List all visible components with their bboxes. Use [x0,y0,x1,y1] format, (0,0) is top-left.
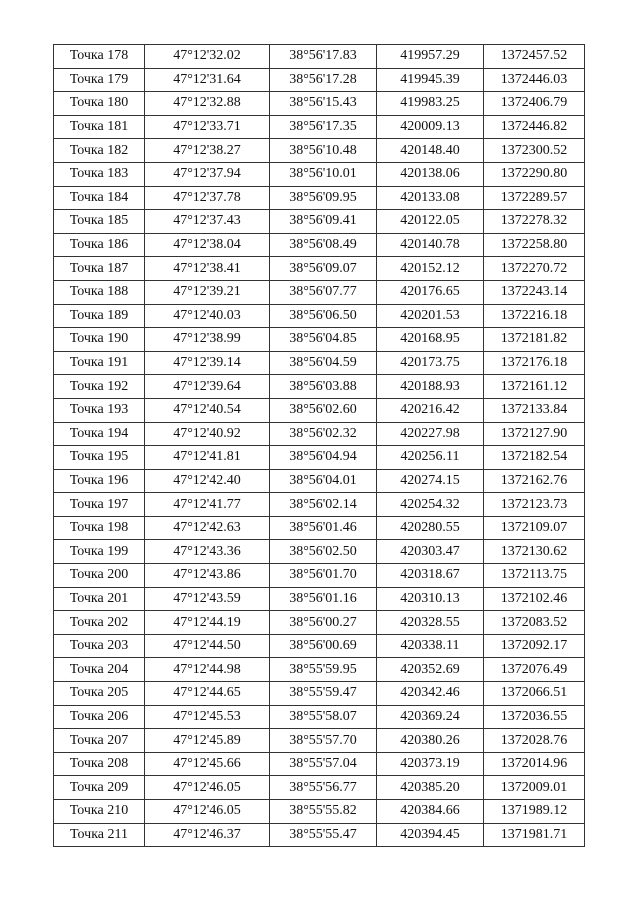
latitude-cell: 47°12'42.40 [145,469,270,493]
x-coordinate-cell: 420009.13 [377,115,484,139]
latitude-cell: 47°12'38.27 [145,139,270,163]
point-name-cell: Точка 205 [54,682,145,706]
x-coordinate-cell: 420303.47 [377,540,484,564]
longitude-cell: 38°56'15.43 [270,92,377,116]
y-coordinate-cell: 1372076.49 [484,658,585,682]
point-name-cell: Точка 198 [54,516,145,540]
point-name-cell: Точка 192 [54,375,145,399]
table-row [54,516,585,540]
y-coordinate-cell: 1372446.03 [484,68,585,92]
point-name-cell: Точка 188 [54,280,145,304]
y-coordinate-cell: 1372216.18 [484,304,585,328]
point-name-cell: Точка 195 [54,446,145,470]
longitude-cell: 38°56'01.46 [270,516,377,540]
longitude-cell: 38°55'55.47 [270,823,377,847]
point-name-cell: Точка 208 [54,752,145,776]
x-coordinate-cell: 420133.08 [377,186,484,210]
latitude-cell: 47°12'43.86 [145,564,270,588]
longitude-cell: 38°56'09.07 [270,257,377,281]
point-name-cell: Точка 186 [54,233,145,257]
longitude-cell: 38°56'17.28 [270,68,377,92]
longitude-cell: 38°55'57.70 [270,729,377,753]
table-row [54,776,585,800]
x-coordinate-cell: 420254.32 [377,493,484,517]
latitude-cell: 47°12'43.59 [145,587,270,611]
longitude-cell: 38°56'09.95 [270,186,377,210]
x-coordinate-cell: 420384.66 [377,800,484,824]
coordinates-table-body [54,45,585,847]
table-row [54,540,585,564]
x-coordinate-cell: 420328.55 [377,611,484,635]
point-name-cell: Точка 178 [54,45,145,69]
y-coordinate-cell: 1372130.62 [484,540,585,564]
y-coordinate-cell: 1372113.75 [484,564,585,588]
longitude-cell: 38°55'58.07 [270,705,377,729]
table-row [54,446,585,470]
point-name-cell: Точка 200 [54,564,145,588]
table-row [54,139,585,163]
point-name-cell: Точка 203 [54,634,145,658]
table-row [54,705,585,729]
latitude-cell: 47°12'38.04 [145,233,270,257]
x-coordinate-cell: 420338.11 [377,634,484,658]
y-coordinate-cell: 1372133.84 [484,398,585,422]
point-name-cell: Точка 189 [54,304,145,328]
table-row [54,351,585,375]
point-name-cell: Точка 207 [54,729,145,753]
table-row [54,162,585,186]
y-coordinate-cell: 1372290.80 [484,162,585,186]
point-name-cell: Точка 194 [54,422,145,446]
latitude-cell: 47°12'40.54 [145,398,270,422]
x-coordinate-cell: 420352.69 [377,658,484,682]
table-row [54,729,585,753]
latitude-cell: 47°12'39.14 [145,351,270,375]
longitude-cell: 38°56'10.01 [270,162,377,186]
y-coordinate-cell: 1372036.55 [484,705,585,729]
latitude-cell: 47°12'38.99 [145,328,270,352]
latitude-cell: 47°12'37.94 [145,162,270,186]
y-coordinate-cell: 1372014.96 [484,752,585,776]
latitude-cell: 47°12'41.77 [145,493,270,517]
point-name-cell: Точка 190 [54,328,145,352]
latitude-cell: 47°12'40.03 [145,304,270,328]
y-coordinate-cell: 1372123.73 [484,493,585,517]
y-coordinate-cell: 1372406.79 [484,92,585,116]
latitude-cell: 47°12'44.65 [145,682,270,706]
table-row [54,823,585,847]
point-name-cell: Точка 179 [54,68,145,92]
table-row [54,115,585,139]
y-coordinate-cell: 1372102.46 [484,587,585,611]
latitude-cell: 47°12'39.21 [145,280,270,304]
latitude-cell: 47°12'44.19 [145,611,270,635]
latitude-cell: 47°12'45.66 [145,752,270,776]
latitude-cell: 47°12'44.50 [145,634,270,658]
table-row [54,186,585,210]
x-coordinate-cell: 419945.39 [377,68,484,92]
x-coordinate-cell: 420280.55 [377,516,484,540]
latitude-cell: 47°12'37.43 [145,210,270,234]
table-row [54,398,585,422]
y-coordinate-cell: 1372181.82 [484,328,585,352]
longitude-cell: 38°56'04.85 [270,328,377,352]
latitude-cell: 47°12'46.37 [145,823,270,847]
x-coordinate-cell: 420138.06 [377,162,484,186]
x-coordinate-cell: 420216.42 [377,398,484,422]
longitude-cell: 38°56'04.59 [270,351,377,375]
x-coordinate-cell: 420274.15 [377,469,484,493]
table-row [54,493,585,517]
table-row [54,658,585,682]
longitude-cell: 38°56'10.48 [270,139,377,163]
latitude-cell: 47°12'45.89 [145,729,270,753]
x-coordinate-cell: 420148.40 [377,139,484,163]
x-coordinate-cell: 420342.46 [377,682,484,706]
table-row [54,304,585,328]
table-row [54,45,585,69]
point-name-cell: Точка 187 [54,257,145,281]
latitude-cell: 47°12'38.41 [145,257,270,281]
table-row [54,587,585,611]
x-coordinate-cell: 420385.20 [377,776,484,800]
longitude-cell: 38°56'01.16 [270,587,377,611]
y-coordinate-cell: 1372109.07 [484,516,585,540]
x-coordinate-cell: 420122.05 [377,210,484,234]
y-coordinate-cell: 1372028.76 [484,729,585,753]
point-name-cell: Точка 204 [54,658,145,682]
y-coordinate-cell: 1372176.18 [484,351,585,375]
longitude-cell: 38°56'02.32 [270,422,377,446]
longitude-cell: 38°56'04.94 [270,446,377,470]
latitude-cell: 47°12'41.81 [145,446,270,470]
latitude-cell: 47°12'32.88 [145,92,270,116]
point-name-cell: Точка 209 [54,776,145,800]
latitude-cell: 47°12'43.36 [145,540,270,564]
y-coordinate-cell: 1372270.72 [484,257,585,281]
latitude-cell: 47°12'40.92 [145,422,270,446]
y-coordinate-cell: 1372289.57 [484,186,585,210]
point-name-cell: Точка 184 [54,186,145,210]
latitude-cell: 47°12'42.63 [145,516,270,540]
point-name-cell: Точка 182 [54,139,145,163]
table-row [54,375,585,399]
point-name-cell: Точка 191 [54,351,145,375]
x-coordinate-cell: 420310.13 [377,587,484,611]
x-coordinate-cell: 420256.11 [377,446,484,470]
point-name-cell: Точка 180 [54,92,145,116]
longitude-cell: 38°56'03.88 [270,375,377,399]
table-row [54,800,585,824]
x-coordinate-cell: 420318.67 [377,564,484,588]
point-name-cell: Точка 197 [54,493,145,517]
document-page [53,44,584,847]
x-coordinate-cell: 420188.93 [377,375,484,399]
longitude-cell: 38°55'56.77 [270,776,377,800]
table-row [54,611,585,635]
point-name-cell: Точка 206 [54,705,145,729]
latitude-cell: 47°12'46.05 [145,776,270,800]
longitude-cell: 38°56'17.35 [270,115,377,139]
y-coordinate-cell: 1372162.76 [484,469,585,493]
coordinates-table [53,44,585,847]
longitude-cell: 38°56'07.77 [270,280,377,304]
y-coordinate-cell: 1372161.12 [484,375,585,399]
y-coordinate-cell: 1372300.52 [484,139,585,163]
table-row [54,634,585,658]
latitude-cell: 47°12'32.02 [145,45,270,69]
longitude-cell: 38°56'00.27 [270,611,377,635]
y-coordinate-cell: 1372092.17 [484,634,585,658]
longitude-cell: 38°56'02.60 [270,398,377,422]
y-coordinate-cell: 1372457.52 [484,45,585,69]
x-coordinate-cell: 420173.75 [377,351,484,375]
longitude-cell: 38°55'59.95 [270,658,377,682]
point-name-cell: Точка 185 [54,210,145,234]
y-coordinate-cell: 1372083.52 [484,611,585,635]
table-row [54,92,585,116]
x-coordinate-cell: 419957.29 [377,45,484,69]
y-coordinate-cell: 1372258.80 [484,233,585,257]
latitude-cell: 47°12'44.98 [145,658,270,682]
table-row [54,422,585,446]
y-coordinate-cell: 1372127.90 [484,422,585,446]
y-coordinate-cell: 1372182.54 [484,446,585,470]
longitude-cell: 38°56'17.83 [270,45,377,69]
table-row [54,280,585,304]
x-coordinate-cell: 420140.78 [377,233,484,257]
table-row [54,564,585,588]
point-name-cell: Точка 210 [54,800,145,824]
point-name-cell: Точка 199 [54,540,145,564]
longitude-cell: 38°56'02.50 [270,540,377,564]
y-coordinate-cell: 1371989.12 [484,800,585,824]
y-coordinate-cell: 1372243.14 [484,280,585,304]
y-coordinate-cell: 1372009.01 [484,776,585,800]
longitude-cell: 38°55'57.04 [270,752,377,776]
longitude-cell: 38°56'01.70 [270,564,377,588]
longitude-cell: 38°56'04.01 [270,469,377,493]
longitude-cell: 38°56'00.69 [270,634,377,658]
x-coordinate-cell: 420201.53 [377,304,484,328]
x-coordinate-cell: 420394.45 [377,823,484,847]
longitude-cell: 38°56'02.14 [270,493,377,517]
table-row [54,469,585,493]
latitude-cell: 47°12'37.78 [145,186,270,210]
table-row [54,328,585,352]
table-row [54,257,585,281]
x-coordinate-cell: 420369.24 [377,705,484,729]
table-row [54,210,585,234]
x-coordinate-cell: 420176.65 [377,280,484,304]
x-coordinate-cell: 420168.95 [377,328,484,352]
point-name-cell: Точка 196 [54,469,145,493]
longitude-cell: 38°56'09.41 [270,210,377,234]
y-coordinate-cell: 1372446.82 [484,115,585,139]
x-coordinate-cell: 420227.98 [377,422,484,446]
table-row [54,682,585,706]
point-name-cell: Точка 202 [54,611,145,635]
point-name-cell: Точка 181 [54,115,145,139]
latitude-cell: 47°12'46.05 [145,800,270,824]
longitude-cell: 38°55'55.82 [270,800,377,824]
point-name-cell: Точка 193 [54,398,145,422]
x-coordinate-cell: 420152.12 [377,257,484,281]
latitude-cell: 47°12'31.64 [145,68,270,92]
latitude-cell: 47°12'33.71 [145,115,270,139]
y-coordinate-cell: 1372066.51 [484,682,585,706]
x-coordinate-cell: 420373.19 [377,752,484,776]
latitude-cell: 47°12'39.64 [145,375,270,399]
x-coordinate-cell: 419983.25 [377,92,484,116]
latitude-cell: 47°12'45.53 [145,705,270,729]
x-coordinate-cell: 420380.26 [377,729,484,753]
y-coordinate-cell: 1372278.32 [484,210,585,234]
point-name-cell: Точка 201 [54,587,145,611]
longitude-cell: 38°56'06.50 [270,304,377,328]
longitude-cell: 38°56'08.49 [270,233,377,257]
table-row [54,68,585,92]
longitude-cell: 38°55'59.47 [270,682,377,706]
y-coordinate-cell: 1371981.71 [484,823,585,847]
table-row [54,233,585,257]
point-name-cell: Точка 183 [54,162,145,186]
point-name-cell: Точка 211 [54,823,145,847]
table-row [54,752,585,776]
